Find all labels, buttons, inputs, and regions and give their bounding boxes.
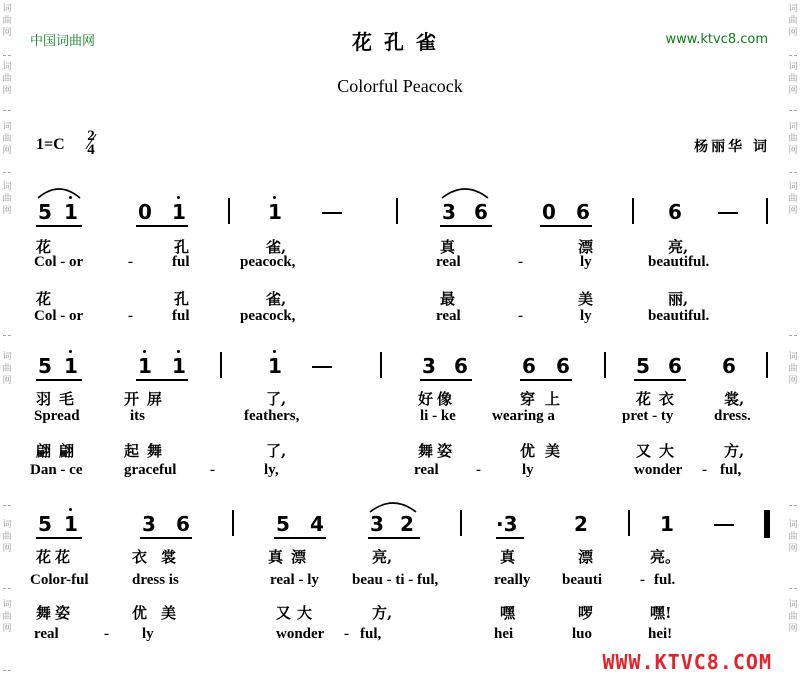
wm-char: 网 [788,376,798,386]
lyric-zh: 真 [500,548,516,566]
lyric-zh: 真 [440,238,456,256]
hold-dash [312,366,332,368]
note: 1 [268,354,282,378]
barline [220,352,222,378]
barline [628,510,630,536]
lyric-zh: 花花 [36,548,75,566]
lyric-en: - [640,572,645,588]
lyric-en: Dan - ce [30,462,83,478]
lyric-en: wearing a [492,408,555,424]
lyric-en: peacock, [240,308,296,324]
song-subtitle: Colorful Peacock [337,76,463,96]
wm-char: 曲 [788,74,798,84]
lyric-en: luo [572,626,593,642]
wm-char: 曲 [788,532,798,542]
lyric-zh: 孔 [174,290,190,308]
note: 6 [474,200,488,224]
lyric-en: Spread [34,408,80,424]
underline [368,537,420,539]
lyric-zh: 嘿 [500,604,516,622]
note: 5 [38,354,52,378]
note: 6 [668,354,682,378]
note: 1 [64,200,78,224]
wm-char: 词 [788,600,798,610]
underline [496,537,524,539]
octave-dot [69,350,72,353]
lyric-en: - [128,308,133,324]
lyric-zh: 嘿! [650,604,672,622]
lyric-en: ful. [654,572,676,588]
site-name-left: 中国词曲网 [30,34,96,49]
wm-char: 曲 [2,134,12,144]
lyric-en: real [34,626,59,642]
lyric-en: - [518,308,523,324]
lyric-zh: 裳, [724,390,745,408]
lyric-en: ly, [264,462,279,478]
lyric-zh: 亮。 [650,548,681,566]
site-watermark-logo: WWW.KTVC8.COM [602,650,772,674]
note: 5 [636,354,650,378]
lyric-zh: 亮, [668,238,689,256]
lyric-en: graceful [124,462,177,478]
wm-char: 曲 [2,16,12,26]
wm-char: 网 [788,146,798,156]
note: 0 [542,200,556,224]
lyric-en: ly [142,626,154,642]
note: 1 [172,354,186,378]
wm-char: 词 [2,600,12,610]
wm-char: 曲 [788,364,798,374]
lyric-zh: 最 [440,290,456,308]
lyric-en: feathers, [244,408,300,424]
lyric-en: - [104,626,109,642]
octave-dot [177,196,180,199]
lyric-zh: 舞姿 [418,442,457,460]
lyric-en: dress. [714,408,751,424]
hold-dash [718,212,738,214]
note: 5 [276,512,290,536]
lyric-en: hei! [648,626,673,642]
left-watermark-strip [0,0,14,698]
note: 6 [454,354,468,378]
wm-char: 网 [2,86,12,96]
lyric-en: hei [494,626,514,642]
lyric-en: - [210,462,215,478]
hold-dash [322,212,342,214]
lyric-zh: 孔 [174,238,190,256]
wm-char: 词 [2,62,12,72]
barline [228,198,230,224]
lyric-en: - [344,626,349,642]
lyric-en: beauti [562,572,603,588]
underline [420,379,472,381]
barline [604,352,606,378]
lyric-en: real [414,462,439,478]
note: 1 [268,200,282,224]
lyric-zh: 翩翩 [36,442,83,460]
wm-char: 词 [788,520,798,530]
barline [766,352,768,378]
lyric-en: ful [172,308,190,324]
wm-char: 词 [788,4,798,14]
wm-char: 网 [2,206,12,216]
note: 6 [576,200,590,224]
wm-char: 网 [788,624,798,634]
lyric-en: ly [522,462,534,478]
lyric-zh: 方, [372,604,393,622]
time-top: 2 [87,128,95,144]
lyric-en: ful, [360,626,382,642]
lyric-zh: 方, [724,442,745,460]
final-barline [764,510,770,538]
lyric-zh: 又大 [276,604,319,622]
lyric-zh: 真漂 [268,548,315,566]
note: 3 [142,512,156,536]
note: 2 [400,512,414,536]
wm-char: 网 [788,206,798,216]
octave-dot [273,350,276,353]
lyric-en: beautiful. [648,254,710,270]
hold-dash [714,524,734,526]
note: 1 [138,354,152,378]
wm-char: 网 [788,28,798,38]
wm-char: 词 [2,182,12,192]
note: 6 [522,354,536,378]
lyric-zh: 雀, [266,238,287,256]
lyric-zh: 舞姿 [36,604,75,622]
underline [36,537,82,539]
wm-char: 网 [2,376,12,386]
time-bottom: 4 [87,142,95,158]
lyric-en: ful, [720,462,742,478]
lyric-zh: 漂 [578,238,594,256]
lyric-zh: 雀, [266,290,287,308]
lyric-zh: 啰 [578,604,594,622]
underline [140,537,192,539]
wm-char: 曲 [788,134,798,144]
note: 1 [64,354,78,378]
underline [36,379,82,381]
lyric-en: Color-ful [30,572,89,588]
underline [634,379,686,381]
lyric-en: Col - or [34,254,84,270]
octave-dot [177,350,180,353]
note: 3 [370,512,384,536]
barline [232,510,234,536]
lyricist: 杨丽华 词 [694,139,770,155]
lyric-en: beautiful. [648,308,710,324]
wm-char: 词 [2,520,12,530]
lyric-zh: 好像 [418,390,457,408]
note: ·3 [496,512,518,536]
lyric-zh: 穿上 [520,390,571,408]
lyric-en: - [128,254,133,270]
wm-char: 网 [788,544,798,554]
lyric-en: its [130,408,145,424]
wm-char: 词 [788,62,798,72]
lyric-zh: 衣裳 [132,548,191,566]
lyric-en: real [436,308,461,324]
lyric-en: really [494,572,531,588]
lyric-zh: 花 [36,238,52,256]
underline [36,225,82,227]
barline [632,198,634,224]
lyric-zh: 丽, [668,290,689,308]
lyric-en: - [702,462,707,478]
note: 6 [668,200,682,224]
lyric-zh: 起舞 [124,442,171,460]
underline [136,379,188,381]
song-title: 花孔雀 [352,30,448,54]
wm-char: 曲 [788,194,798,204]
underline [136,225,188,227]
lyric-en: ly [580,254,592,270]
wm-char: 词 [2,4,12,14]
lyric-zh: 了, [266,390,287,408]
underline [274,537,326,539]
lyric-en: li - ke [420,408,456,424]
wm-char: 网 [2,146,12,156]
right-watermark-strip [786,0,800,698]
note: 1 [660,512,674,536]
octave-dot [273,196,276,199]
note: 1 [172,200,186,224]
lyric-zh: 亮, [372,548,393,566]
lyric-zh: 花 [36,290,52,308]
lyric-zh: 优美 [132,604,191,622]
note: 1 [64,512,78,536]
lyric-en: wonder [634,462,683,478]
lyric-en: beau - ti - ful, [352,572,439,588]
lyric-en: dress is [132,572,179,588]
key-signature: 1=C [36,136,65,153]
lyric-zh: 花衣 [636,390,683,408]
note: 0 [138,200,152,224]
note: 6 [176,512,190,536]
note: 3 [422,354,436,378]
time-signature [84,129,98,157]
lyric-en: - [518,254,523,270]
barline [396,198,398,224]
wm-char: 网 [2,544,12,554]
slur [36,186,82,200]
wm-char: 曲 [788,16,798,26]
note: 6 [722,354,736,378]
lyric-en: real [436,254,461,270]
wm-char: 词 [2,352,12,362]
lyric-en: real - ly [270,572,319,588]
lyric-en: Col - or [34,308,84,324]
note: 4 [310,512,324,536]
lyric-zh: 又大 [636,442,683,460]
wm-char: 曲 [2,74,12,84]
barline [460,510,462,536]
note: 3 [442,200,456,224]
lyric-en: ly [580,308,592,324]
slur [440,186,490,200]
underline [540,225,592,227]
wm-char: 曲 [2,364,12,374]
wm-char: 网 [2,28,12,38]
lyric-en: peacock, [240,254,296,270]
lyric-zh: 开屏 [124,390,171,408]
barline [380,352,382,378]
wm-char: 词 [788,352,798,362]
wm-char: 曲 [2,532,12,542]
underline [440,225,492,227]
lyric-zh: 羽毛 [36,390,83,408]
note: 6 [556,354,570,378]
lyric-en: - [476,462,481,478]
octave-dot [69,196,72,199]
lyric-en: wonder [276,626,325,642]
wm-char: 网 [2,624,12,634]
wm-char: 词 [788,122,798,132]
note: 5 [38,512,52,536]
site-url-right: www.ktvc8.com [665,32,768,47]
wm-char: 词 [2,122,12,132]
lyric-zh: 了, [266,442,287,460]
wm-char: 曲 [2,612,12,622]
lyric-en: pret - ty [622,408,674,424]
underline [520,379,572,381]
octave-dot [69,508,72,511]
wm-char: 网 [788,86,798,96]
lyric-zh: 优美 [520,442,571,460]
note: 5 [38,200,52,224]
note: 2 [574,512,588,536]
wm-char: 曲 [2,194,12,204]
lyric-en: ful [172,254,190,270]
octave-dot [143,350,146,353]
wm-char: 曲 [788,612,798,622]
barline [766,198,768,224]
lyric-zh: 美 [578,290,594,308]
lyric-zh: 漂 [578,548,594,566]
wm-char: 词 [788,182,798,192]
